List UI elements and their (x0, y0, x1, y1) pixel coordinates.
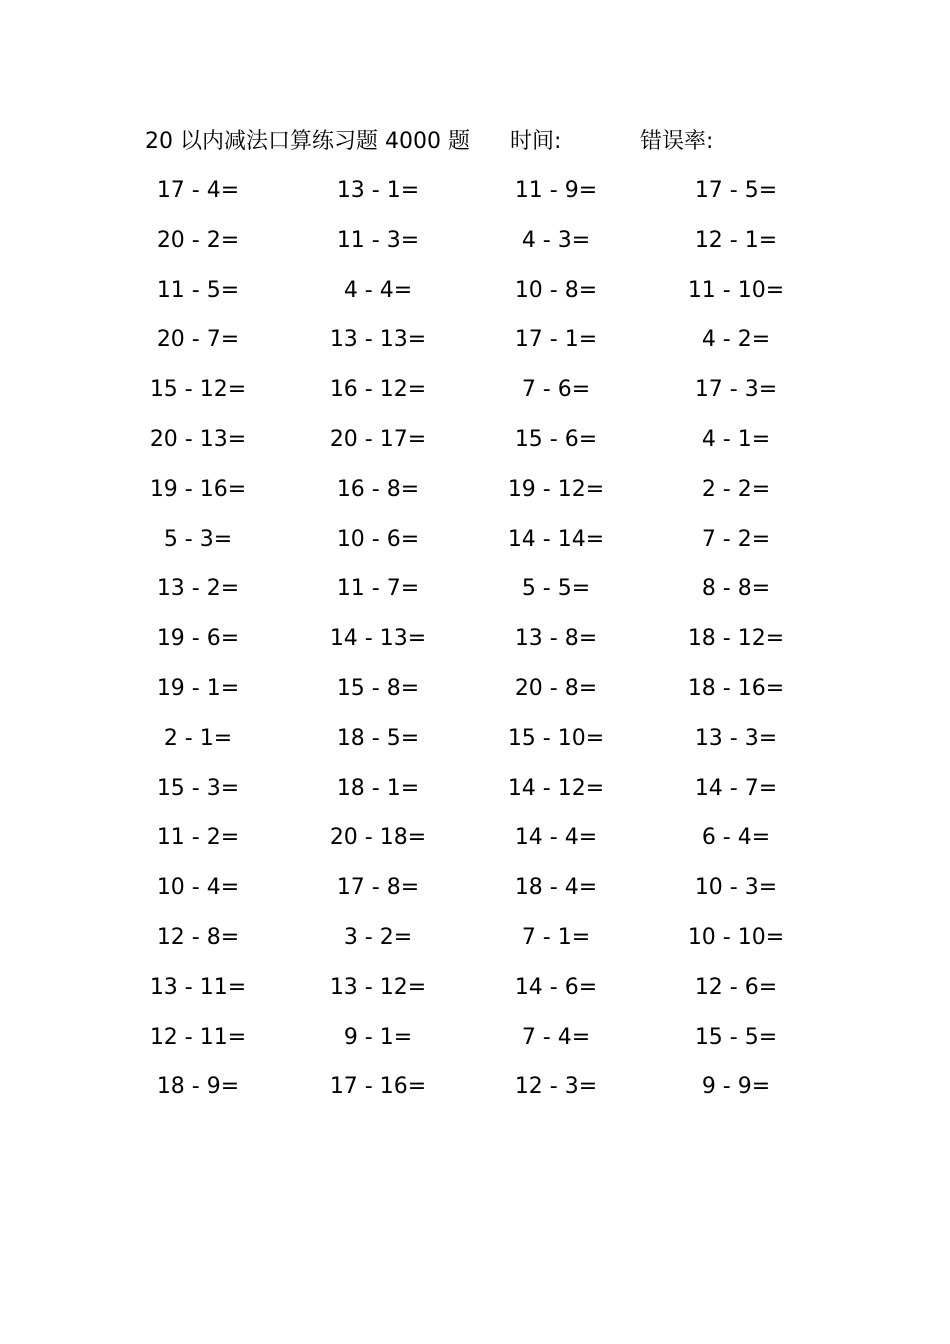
problem-cell: 4 - 2= (701, 327, 771, 353)
problem-cell: 20 - 13= (149, 426, 247, 452)
problem-cell: 10 - 10= (687, 924, 785, 950)
problem-row (0, 1021, 950, 1071)
problem-cell: 20 - 8= (514, 675, 598, 701)
problem-cell: 18 - 12= (687, 626, 785, 652)
problem-cell: 2 - 1= (163, 725, 233, 751)
problem-grid (0, 174, 950, 1120)
worksheet-title: 20 以内减法口算练习题 4000 题 (145, 129, 470, 154)
problem-row (0, 473, 950, 523)
problem-cell: 4 - 1= (701, 426, 771, 452)
problem-cell: 13 - 2= (156, 576, 240, 602)
problem-cell: 20 - 17= (329, 426, 427, 452)
worksheet-header (0, 124, 950, 160)
problem-row (0, 971, 950, 1021)
problem-cell: 13 - 1= (336, 178, 420, 203)
problem-cell: 13 - 13= (329, 327, 427, 353)
problem-cell: 13 - 11= (149, 974, 247, 1000)
problem-cell: 5 - 3= (163, 526, 233, 552)
problem-cell: 5 - 5= (521, 576, 591, 602)
problem-row (0, 224, 950, 274)
problem-row (0, 174, 950, 224)
problem-cell: 15 - 10= (507, 725, 605, 751)
problem-cell: 13 - 3= (694, 725, 778, 751)
problem-cell: 4 - 4= (343, 277, 413, 303)
problem-cell: 14 - 13= (329, 626, 427, 652)
problem-cell: 11 - 10= (687, 277, 785, 303)
problem-cell: 13 - 8= (514, 626, 598, 652)
problem-row (0, 523, 950, 573)
problem-row (0, 572, 950, 622)
problem-row (0, 772, 950, 822)
error-rate-label: 错误率: (640, 129, 714, 154)
problem-row (0, 423, 950, 473)
problem-cell: 12 - 8= (156, 924, 240, 950)
problem-cell: 10 - 8= (514, 277, 598, 303)
problem-cell: 17 - 5= (694, 178, 778, 203)
problem-cell: 17 - 1= (514, 327, 598, 353)
problem-cell: 3 - 2= (343, 924, 413, 950)
problem-cell: 17 - 8= (336, 875, 420, 901)
problem-cell: 19 - 16= (149, 476, 247, 502)
problem-cell: 19 - 1= (156, 675, 240, 701)
problem-cell: 18 - 4= (514, 875, 598, 901)
problem-cell: 14 - 12= (507, 775, 605, 801)
problem-cell: 11 - 2= (156, 825, 240, 851)
problem-cell: 16 - 8= (336, 476, 420, 502)
problem-cell: 10 - 4= (156, 875, 240, 901)
problem-cell: 11 - 3= (336, 227, 420, 253)
problem-cell: 8 - 8= (701, 576, 771, 602)
problem-cell: 18 - 5= (336, 725, 420, 751)
problem-cell: 12 - 3= (514, 1074, 598, 1100)
problem-row (0, 622, 950, 672)
problem-cell: 7 - 2= (701, 526, 771, 552)
problem-row (0, 274, 950, 324)
problem-cell: 7 - 6= (521, 377, 591, 403)
problem-cell: 19 - 12= (507, 476, 605, 502)
problem-cell: 11 - 7= (336, 576, 420, 602)
problem-cell: 18 - 1= (336, 775, 420, 801)
problem-cell: 14 - 7= (694, 775, 778, 801)
problem-cell: 15 - 12= (149, 377, 247, 403)
problem-cell: 9 - 1= (343, 1024, 413, 1050)
problem-cell: 14 - 4= (514, 825, 598, 851)
problem-cell: 10 - 6= (336, 526, 420, 552)
problem-cell: 2 - 2= (701, 476, 771, 502)
problem-row (0, 373, 950, 423)
problem-cell: 16 - 12= (329, 377, 427, 403)
problem-cell: 18 - 16= (687, 675, 785, 701)
problem-row (0, 323, 950, 373)
problem-cell: 4 - 3= (521, 227, 591, 253)
problem-row (0, 1070, 950, 1120)
problem-cell: 15 - 3= (156, 775, 240, 801)
problem-row (0, 871, 950, 921)
problem-cell: 12 - 11= (149, 1024, 247, 1050)
problem-cell: 12 - 6= (694, 974, 778, 1000)
problem-cell: 10 - 3= (694, 875, 778, 901)
problem-cell: 20 - 7= (156, 327, 240, 353)
problem-cell: 19 - 6= (156, 626, 240, 652)
problem-row (0, 672, 950, 722)
problem-row (0, 722, 950, 772)
problem-cell: 14 - 14= (507, 526, 605, 552)
time-label: 时间: (510, 129, 562, 154)
problem-cell: 17 - 4= (156, 178, 240, 203)
problem-cell: 7 - 4= (521, 1024, 591, 1050)
problem-cell: 17 - 3= (694, 377, 778, 403)
problem-cell: 14 - 6= (514, 974, 598, 1000)
problem-cell: 12 - 1= (694, 227, 778, 253)
problem-cell: 18 - 9= (156, 1074, 240, 1100)
problem-cell: 11 - 5= (156, 277, 240, 303)
problem-cell: 13 - 12= (329, 974, 427, 1000)
problem-cell: 6 - 4= (701, 825, 771, 851)
problem-cell: 20 - 18= (329, 825, 427, 851)
problem-cell: 15 - 8= (336, 675, 420, 701)
problem-cell: 17 - 16= (329, 1074, 427, 1100)
problem-cell: 15 - 6= (514, 426, 598, 452)
problem-cell: 11 - 9= (514, 178, 598, 203)
problem-cell: 9 - 9= (701, 1074, 771, 1100)
problem-cell: 20 - 2= (156, 227, 240, 253)
problem-cell: 15 - 5= (694, 1024, 778, 1050)
problem-cell: 7 - 1= (521, 924, 591, 950)
problem-row (0, 921, 950, 971)
problem-row (0, 821, 950, 871)
